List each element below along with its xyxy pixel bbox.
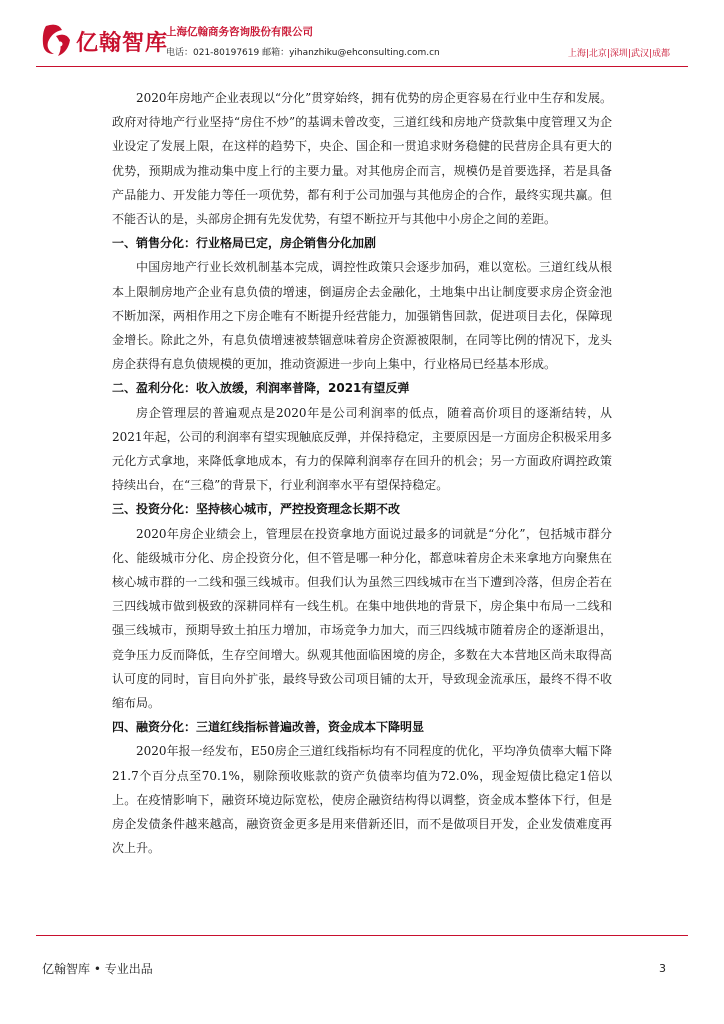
section-text-financing: 2020年报一经发布，E50房企三道红线指标均有不同程度的优化，平均净负债率大幅下降21.7个百分点至70.1%，剔除预收账款的资产负债率均值为72.0%，现金短债比稳定1倍以上。在疫情影响下，融资环境边际宽松，使房企融资结构得以调整，资金成本整体下行，但是房企发债条件越来越高，融资资金更多是用来借新还旧，而不是做项目开发，企业发债难度再次上升。 — [112, 744, 612, 856]
article-body — [112, 86, 612, 861]
section-heading-financing: 四、融资分化：三道红线指标普遍改善，资金成本下降明显 — [112, 720, 425, 735]
section-text-sales: 中国房地产行业长效机制基本完成，调控性政策只会逐步加码，难以宽松。三道红线从根本上限制房地产企业有息负债的增速，倒逼房企去金融化，土地集中出让制度要求房企资金池不断加深，两相作用之下房企唯有不断提升经营能力，加强销售回款，促进项目去化，保障现金增长。除此之外，有息负债增速被禁锢意味着房企资源被限制，在同等比例的情况下，龙头房企获得有息负债规模的更加，推动资源进一步向上集中，行业格局已经基本形成。 — [112, 260, 612, 372]
section-heading-profit: 二、盈利分化：收入放缓，利润率普降，2021有望反弹 — [112, 381, 410, 396]
page-number: 3 — [659, 962, 666, 975]
footer-brand: 亿翰智库 • 专业出品 — [42, 962, 153, 976]
footer-divider — [36, 935, 688, 936]
logo-text: 亿翰智库 — [76, 31, 169, 56]
logo-mark-icon — [40, 22, 74, 58]
intro-paragraph: 2020年房地产企业表现以“分化”贯穿始终，拥有优势的房企更容易在行业中生存和发展。政府对待地产行业坚持“房住不炒”的基调未曾改变，三道红线和房地产贷款集中度管理又为企业设定了发展上限，在这样的趋势下，央企、国企和一贯追求财务稳健的民营房企具有更大的优势，预期成为推动集中度上行的主要力量。对其他房企而言，规模仍是首要选择，若是具备产品能力、开发能力等任一项优势，都有利于公司加强与其他房企的合作，最终实现共赢。但不能否认的是，头部房企拥有先发优势，有望不断拉开与其他中小房企之间的差距。 — [112, 91, 612, 227]
section-text-profit: 房企管理层的普遍观点是2020年是公司利润率的低点，随着高价项目的逐渐结转，从2021年起，公司的利润率有望实现触底反弹，并保持稳定，主要原因是一方面房企积极采用多元化方式拿地，来降低拿地成本，有力的保障利润率存在回升的机会；另一方面政府调控政策持续出台，在“三稳”的背景下，行业利润率水平有望保持稳定。 — [112, 405, 612, 493]
page-header — [0, 0, 724, 80]
header-divider — [36, 66, 688, 67]
company-name: 上海亿翰商务咨询股份有限公司 — [166, 26, 313, 38]
section-heading-sales: 一、销售分化：行业格局已定，房企销售分化加剧 — [112, 236, 377, 251]
office-cities: 上海|北京|深圳|武汉|成都 — [567, 49, 670, 59]
section-text-investment: 2020年房企业绩会上，管理层在投资拿地方面说过最多的词就是“分化”，包括城市群分化、能级城市分化、房企投资分化，但不管是哪一种分化，都意味着房企未来拿地方向聚焦在核心城市群的一二线和强三线城市。但我们认为虽然三四线城市在当下遭到冷落，但房企若在三四线城市做到极致的深耕同样有一线生机。在集中地供地的背景下，房企集中布局一二线和强三线城市，预期导致土拍压力增加，市场竞争力加大，而三四线城市随着房企的逐渐退出，竞争压力反而降低，生存空间增大。纵观其他面临困境的房企，多数在大本营地区尚未取得高认可度的同时，盲目向外扩张，最终导致公司项目铺的太开，导致现金流承压，最终不得不收缩布局。 — [112, 526, 612, 711]
section-heading-investment: 三、投资分化：坚持核心城市，严控投资理念长期不改 — [112, 502, 401, 517]
company-logo — [40, 22, 169, 58]
company-contact: 电话：021-80197619 邮箱：yihanzhiku@ehconsulting.com.cn — [166, 48, 440, 58]
